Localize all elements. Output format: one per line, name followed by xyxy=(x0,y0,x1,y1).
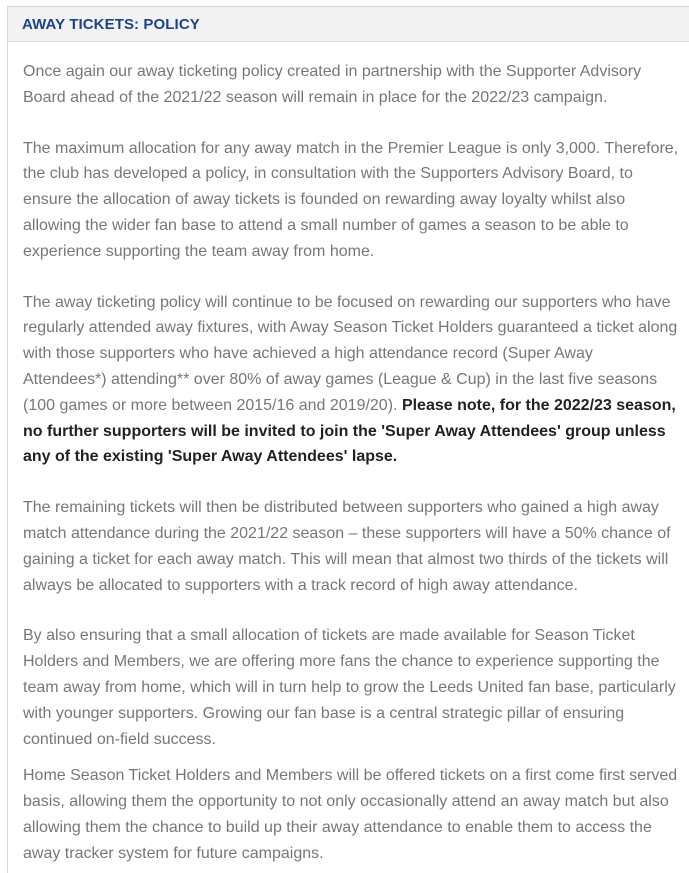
paragraph-5: By also ensuring that a small allocation of tickets are made available for Season Ticket Holders and Members, we are offering more fans the chance to experience supporting the team away from home, which will in turn help to grow the Leeds United fan base, particularly with younger supporters. Growing our fan base is a central strategic pillar of ensuring continued on-field success. xyxy=(23,627,676,748)
paragraph-4: The remaining tickets will then be distributed between supporters who gained a high away match attendance during the 2021/22 season – these supporters will have a 50% chance of gaining a ticket for each away match. This will mean that almost two thirds of the tickets will always be allocated to supporters with a track record of high away attendance. xyxy=(23,499,671,594)
paragraph-1: Once again our away ticketing policy created in partnership with the Supporter Advisory Board ahead of the 2021/22 season will remain in place for the 2022/23 campaign. xyxy=(23,63,642,106)
panel-header xyxy=(8,6,689,42)
policy-panel xyxy=(7,6,689,873)
paragraph-2: The maximum allocation for any away match in the Premier League is only 3,000. Therefore, the club has developed a policy, in consultation with the Supporters Advisory Board, to ensure the allocation of away tickets is founded on rewarding away loyalty whilst also allowing the wider fan base to attend a small number of games a season to be able to experience supporting the team away from home. xyxy=(23,139,679,260)
paragraph-6: Home Season Ticket Holders and Members will be offered tickets on a first come first served basis, allowing them the opportunity to not only occasionally attend an away match but also allowing them the chance to build up their away attendance to enable them to access the away tracker system for future campaigns. xyxy=(23,767,678,862)
section-title: AWAY TICKETS: POLICY xyxy=(22,15,200,33)
panel-body xyxy=(8,59,689,867)
paragraph-3-text: The away ticketing policy will continue to be focused on rewarding our supporters who have regularly attended away fixtures, with Away Season Ticket Holders guaranteed a ticket along with those supporters who have achieved a high attendance record (Super Away Attendees*) attending** over 80% of away games (League & Cup) in the last five seasons (100 games or more between 2015/16 and 2019/20). xyxy=(23,293,678,414)
paragraph-3 xyxy=(23,290,679,471)
paragraph-3-notice: Please note, for the 2022/23 season, no further supporters will be invited to join the 'Super Away Attendees' group unless any of the existing 'Super Away Attendees' lapse. xyxy=(23,396,676,466)
